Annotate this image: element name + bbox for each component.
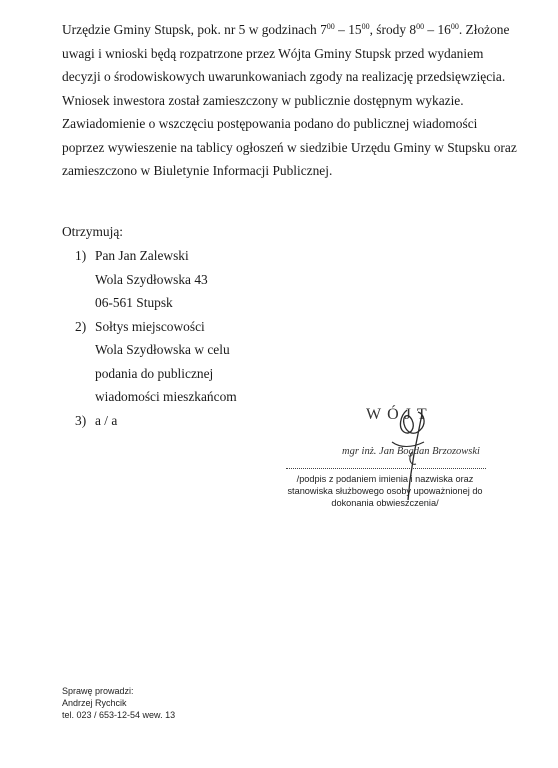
signature-caption xyxy=(276,473,494,509)
recipient-number: 3) xyxy=(75,412,87,428)
paragraph-line-3: decyzji o środowiskowych uwarunkowaniach zgody na realizację przedsięwzięcia. xyxy=(62,69,506,84)
caption-line: /podpis z podaniem imienia i nazwiska oraz xyxy=(296,474,474,484)
footer-phone: tel. 023 / 653-12-54 wew. 13 xyxy=(62,710,176,720)
recipient-number: 2) xyxy=(75,318,87,334)
recipient-line: a / a xyxy=(95,412,118,428)
footer-label: Sprawę prowadzi: xyxy=(62,686,134,696)
recipients-list xyxy=(75,244,375,432)
paragraph-line-5: Zawiadomienie o wszczęciu postępowania podano do publicznej wiadomości xyxy=(62,116,478,131)
recipient-line: Wola Szydłowska w celu xyxy=(95,342,230,357)
recipients-heading: Otrzymują: xyxy=(62,224,123,239)
footer-name: Andrzej Rychcik xyxy=(62,698,127,708)
paragraph-line-1: Urzędzie Gminy Stupsk, pok. nr 5 w godzinach $7^{00} - 15^{00}$, środy $8^{00} - 16^{00}$. Złożone xyxy=(62,22,510,37)
caption-line: dokonania obwieszczenia/ xyxy=(331,498,439,508)
caption-line: stanowiska służbowego osoby upoważnionej do xyxy=(287,486,483,496)
recipient-item xyxy=(75,244,375,315)
recipient-item xyxy=(75,409,375,433)
recipient-line: Wola Szydłowska 43 xyxy=(95,271,208,287)
stamp-title: WÓJT xyxy=(366,406,433,423)
recipient-line: Sołtys miejscowości xyxy=(95,318,205,334)
paragraph-line-6: poprzez wywieszenie na tablicy ogłoszeń w siedzibie Urzędu Gminy w Stupsku oraz xyxy=(62,139,517,155)
recipient-line: wiadomości mieszkańcom xyxy=(95,389,237,404)
paragraph-line-4: Wniosek inwestora został zamieszczony w publicznie dostępnym wykazie. xyxy=(62,92,464,108)
recipient-line: 06-561 Stupsk xyxy=(95,295,173,310)
signature-line xyxy=(286,468,486,469)
paragraph-line-2: uwagi i wnioski będą rozpatrzone przez Wójta Gminy Stupsk przed wydaniem xyxy=(62,45,484,61)
recipient-item xyxy=(75,315,375,409)
recipient-line: podania do publicznej xyxy=(95,365,214,381)
case-handler-footer xyxy=(62,685,175,721)
recipient-line: Pan Jan Zalewski xyxy=(95,248,189,263)
body-paragraph xyxy=(62,18,517,183)
stamp-name: mgr inż. Jan Bogdan Brzozowski xyxy=(342,446,480,457)
paragraph-line-7: zamieszczono w Biuletynie Informacji Publicznej. xyxy=(62,163,333,178)
recipient-number: 1) xyxy=(75,248,87,263)
